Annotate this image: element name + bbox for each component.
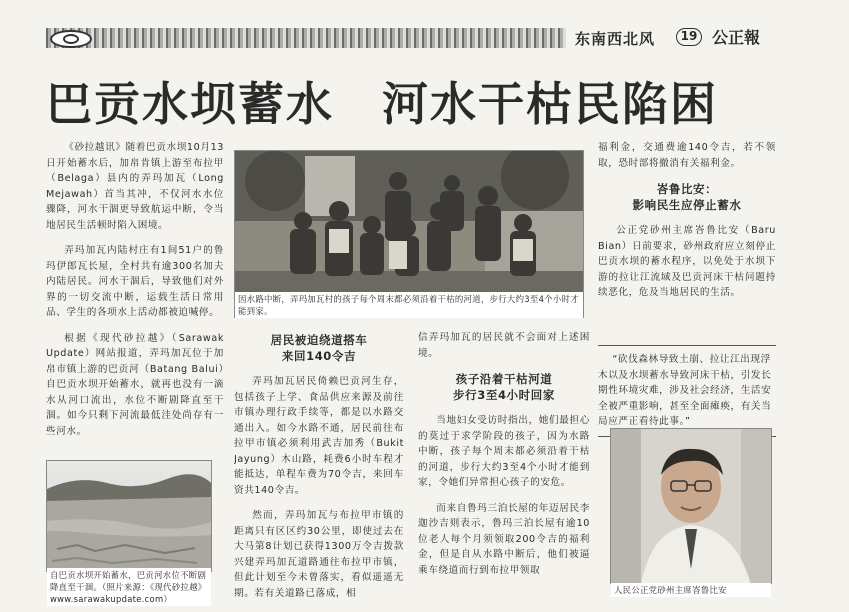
paragraph: 当地妇女受访时指出，她们最担心的莫过于求学阶段的孩子，因为水路中断，孩子每个周末都必须沿着干枯的河道，步行大约3至4个小时才能到家，令她们异常担心孩子的安危。 [418, 415, 590, 488]
header-rule [46, 28, 566, 48]
pull-quote: “砍伐森林导致土崩、拉让江出现浮木以及水坝蓄水导致河床干枯，引发长期性环境灾难，涉及社会经济，生活安全被严重影响，甚至全面瘫痪，有关当局应严正看待此事。” [598, 345, 776, 437]
photo-caption: 因水路中断，弄玛加瓦村的孩子每个周末都必须沿着干枯的河道，步行大约3至4个小时才能到家。 [235, 292, 583, 318]
section-logo-icon [50, 30, 92, 48]
paragraph: 弄玛加瓦居民倚赖巴贡河生存，包括孩子上学、食品供应来源及前往市镇办理行政手续等，都是以水路交通出入。如今水路不通，居民前往布拉甲市镇必须利用武吉加秀（Bukit Jayung）木山路，耗费6小时车程才能抵达，单程车费为70令吉，来回车资共140令吉。 [234, 376, 404, 496]
article-column-1 [46, 140, 224, 456]
article-column-2 [234, 330, 404, 612]
article-column-3 [418, 330, 590, 612]
paragraph: 根据《现代砂拉越》（Sarawak Update）网站报道，弄玛加瓦位于加帛市镇上游的巴贡河（Batang Balui）自巴贡水坝开始蓄水，就再也没有一滴水从河口流出，水位不断剧降直至干涸。如今只剩下河流最低洼处尚存有一些河水。 [46, 332, 224, 437]
article-column-4 [598, 140, 776, 340]
subheading: 居民被迫绕道搭车 来回140令吉 [270, 333, 368, 363]
photo-caption: 人民公正党砂州主席峇鲁比安 [611, 583, 771, 597]
subheading: 孩子沿着干枯河道 步行3至4小时回家 [453, 372, 555, 402]
dry-riverbed-image [47, 461, 212, 572]
paragraph: 福利金，交通费逾140令吉，若不领取，恐时部将撤消有关福利金。 [598, 142, 776, 169]
subheading: 峇鲁比安： 影响民生应停止蓄水 [632, 182, 742, 212]
paragraph: 然而，弄玛加瓦与布拉甲市镇的距离只有区区约30公里，即使过去在大马第8计划已获得1300万令吉拨款兴建弄玛加瓦道路通往布拉甲市镇，但此计划至今未曾落实，看似遥遥无期。若有关道路已落成，相 [234, 510, 404, 599]
headline: 巴贡水坝蓄水 河水干枯民陷困 [46, 77, 718, 131]
paragraph: 而来自鲁玛三泊长屋的年迈居民李迦沙吉则表示，鲁玛三泊长屋有逾10位老人每个月须领取200令吉的福利金，但是自从水路中断后，他们被逼乘车绕道而行到布拉甲领取 [418, 502, 590, 576]
paragraph: 弄玛加瓦内陆村庄有1间51户的鲁玛伊郎瓦长屋，全村共有逾300名加夫内陆居民。河水干涸后，导致他们对外界的一切交流中断，运载生活日常用品、学生的各项水上活动都被迫喊停。 [46, 245, 224, 318]
photo-caption: 自巴贡水坝开始蓄水，巴贡河水位不断剧降直至干涸。（照片来源：《现代砂拉越》www.sarawakupdate.com） [47, 568, 211, 606]
portrait-image [611, 429, 772, 584]
paragraph: 《砂拉越讯》随着巴贡水坝10月13日开始蓄水后，加帛肯镇上游至布拉甲（Belaga）县内的弄玛加瓦（Long Mejawah）首当其冲，不仅河水水位骤降，河水干涸更导致航运中断，令当地居民生活顿时陷入困境。 [46, 142, 224, 231]
portrait-photo [610, 428, 772, 584]
river-photo [46, 460, 212, 572]
paper-name: 公正報 [712, 28, 761, 47]
paragraph: 信弄玛加瓦的居民就不会面对上述困境。 [418, 332, 590, 359]
paragraph: 公正党砂州主席峇鲁比安（Baru Bian）日前要求，砂州政府应立刻停止巴贡水坝的蓄水程序，以免处于水坝下游的拉让江流域及巴贡河床干枯问题持续恶化，危及当地居民的生活。 [598, 225, 776, 298]
page-number: 19 [676, 28, 702, 46]
section-title: 东南西北风 [575, 30, 656, 48]
